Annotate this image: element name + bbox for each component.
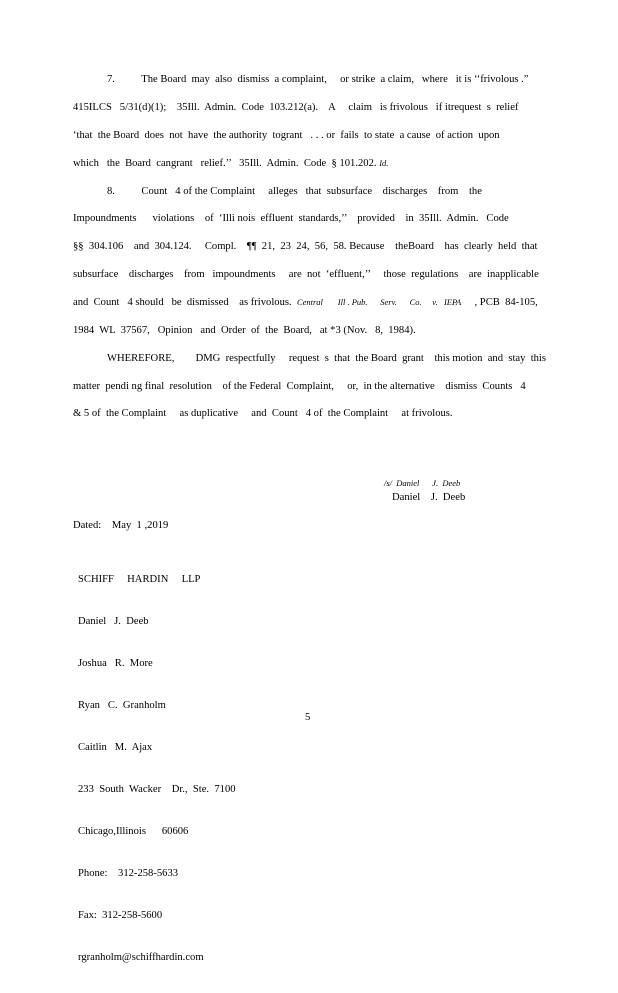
- attorney-ajax: Caitlin M. Ajax: [78, 742, 153, 753]
- id-citation: Id.: [379, 158, 389, 168]
- attorney-deeb: Daniel J. Deeb: [78, 616, 149, 627]
- firm-street: 233 South Wacker Dr., Ste. 7100: [78, 784, 236, 795]
- wherefore-line2: matter pendi ng final resolution of the Federal Complaint, or, in the alternative dismiss Counts 4: [73, 381, 526, 392]
- firm-fax: Fax: 312-258-5600: [78, 910, 163, 921]
- para8-line5: [73, 296, 538, 309]
- para8-line2: Impoundments violations of ‘Illi nois effluent standards,’’ provided in 35Ill. Admin. Code: [73, 213, 509, 224]
- para8-line5-text: and Count 4 should be dismissed as frivolous.: [73, 297, 292, 308]
- signature-slash-line: /s/ Daniel J. Deeb: [384, 478, 461, 488]
- para7-line4: [73, 157, 388, 170]
- firm-phone: Phone: 312-258-5633: [78, 868, 179, 879]
- firm-email: rgranholm@schiffhardin.com: [78, 952, 204, 963]
- attorney-more: Joshua R. More: [78, 658, 153, 669]
- firm-block: [78, 545, 236, 993]
- para8-line4: subsurface discharges from impoundments are not ‘effluent,’’ those regulations are inapplicable: [73, 269, 539, 280]
- para8-line6: 1984 WL 37567, Opinion and Order of the Board, at *3 (Nov. 8, 1984).: [73, 325, 416, 336]
- firm-city: Chicago,Illinois 60606: [78, 826, 189, 837]
- wherefore-line3: & 5 of the Complaint as duplicative and Count 4 of the Complaint at frivolous.: [73, 408, 453, 419]
- para7-line1: 7. The Board may also dismiss a complaint, or strike a claim, where it is ‘‘frivolous .”: [107, 74, 529, 85]
- wherefore-line1: WHEREFORE, DMG respectfully request s that the Board grant this motion and stay this: [107, 353, 546, 364]
- case-citation: Central Ill . Pub. Serv. Co. v. IEPA: [296, 297, 462, 307]
- para7-line4-text: which the Board cangrant relief.’’ 35Ill. Admin. Code § 101.202.: [73, 158, 377, 169]
- firm-name: SCHIFF HARDIN LLP: [78, 574, 201, 585]
- para8-line3: §§ 304.106 and 304.124. Compl. ¶¶ 21, 23 24, 56, 58. Because theBoard has clearly held that: [73, 241, 538, 252]
- signature-name: Daniel J. Deeb: [392, 492, 466, 503]
- para7-line2: 415ILCS 5/31(d)(1); 35Ill. Admin. Code 103.212(a). A claim is frivolous if itrequest s relief: [73, 102, 519, 113]
- attorney-granholm: Ryan C. Granholm: [78, 700, 166, 711]
- para8-line5-tail: , PCB 84-105,: [461, 297, 538, 308]
- dated-line: Dated: May 1 ,2019: [73, 520, 169, 531]
- para8-line1: 8. Count 4 of the Complaint alleges that subsurface discharges from the: [107, 186, 482, 197]
- page-number: 5: [305, 712, 311, 723]
- para7-line3: ‘that the Board does not have the authority togrant . . . or fails to state a cause of action upon: [73, 130, 500, 141]
